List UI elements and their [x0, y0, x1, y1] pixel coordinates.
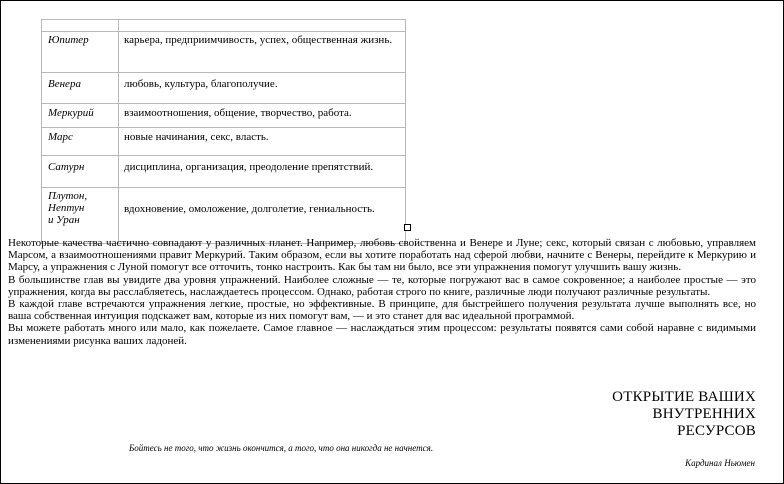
- table-cell-desc: вдохновение, омоложение, долголетие, гениальность.: [119, 188, 406, 244]
- body-text: [8, 237, 756, 347]
- table-cell-desc: взаимоотношения, общение, творчество, работа.: [119, 104, 406, 128]
- table-cell-planet: Меркурий: [42, 104, 119, 128]
- heading-line: ОТКРЫТИЕ ВАШИХ: [612, 389, 756, 405]
- table-row: [42, 156, 406, 188]
- table-row: [42, 104, 406, 128]
- paragraph: Некоторые качества частично совпадают у различных планет. Например, любовь свойственна и Венере и Луне; секс, который связан с любовью, управляем Марсом, а взаимоотношениями правит Меркурий. Таким образом, если вы хотите поработать над сферой любви, начните с Венеры, перейдите к Меркурию и Марсу, а упражнения с Луной помогут все отточить, тонко настроить. Как бы там ни было, все эти упражнения помогут улучшить вашу жизнь.: [8, 237, 756, 274]
- paragraph: В каждой главе встречаются упражнения легкие, простые, но эффективные. В принципе, для быстрейшего получения результата лучше выполнять все, но ваша собственная интуиция подскажет вам, которые из них помогут вам, — и это станет для вас идеальной программой.: [8, 298, 756, 323]
- table-cell-desc: [119, 20, 406, 32]
- table-cell-desc: карьера, предприимчивость, успех, общественная жизнь.: [119, 32, 406, 73]
- heading-line: ВНУТРЕННИХ: [652, 406, 756, 422]
- table-resize-handle[interactable]: [404, 224, 411, 231]
- table-cell-planet: Марс: [42, 128, 119, 156]
- epigraph: Бойтесь не того, что жизнь окончится, а того, что она никогда не начнется.: [129, 443, 434, 453]
- planet-line: и Уран: [48, 214, 80, 226]
- table-cell-desc: новые начинания, секс, власть.: [119, 128, 406, 156]
- table-cell-desc: дисциплина, организация, преодоление препятствий.: [119, 156, 406, 188]
- table-cell-planet: Венера: [42, 73, 119, 104]
- table-cell-desc: любовь, культура, благополучие.: [119, 73, 406, 104]
- table-cell-planet: Юпитер: [42, 32, 119, 73]
- table-cell-planet: Сатурн: [42, 156, 119, 188]
- planet-line: Нептун: [48, 202, 85, 214]
- planet-line: Плутон,: [48, 190, 88, 202]
- table-row: [42, 20, 406, 32]
- table-row: [42, 73, 406, 104]
- chapter-heading: [536, 389, 756, 440]
- table-row: [42, 128, 406, 156]
- epigraph-author: Кардинал Ньюмен: [685, 458, 755, 468]
- table-cell-planet: [42, 188, 119, 244]
- table-row: [42, 188, 406, 244]
- paragraph: Вы можете работать много или мало, как пожелаете. Самое главное — наслаждаться этим процессом: результаты появятся сами собой наравне с видимыми изменениями рисунка ваших ладоней.: [8, 322, 756, 347]
- heading-line: РЕСУРСОВ: [677, 423, 756, 439]
- planets-table: [41, 19, 406, 244]
- table-cell-planet: [42, 20, 119, 32]
- table-row: [42, 32, 406, 73]
- paragraph: В большинстве глав вы увидите два уровня упражнений. Наиболее сложные — те, которые погружают вас в самое сокровенное; а наиболее простые — это упражнения, когда вы расслабляетесь, наслаждаетесь процессом. Однако, работая строго по книге, различные люди получают различные результаты.: [8, 273, 756, 298]
